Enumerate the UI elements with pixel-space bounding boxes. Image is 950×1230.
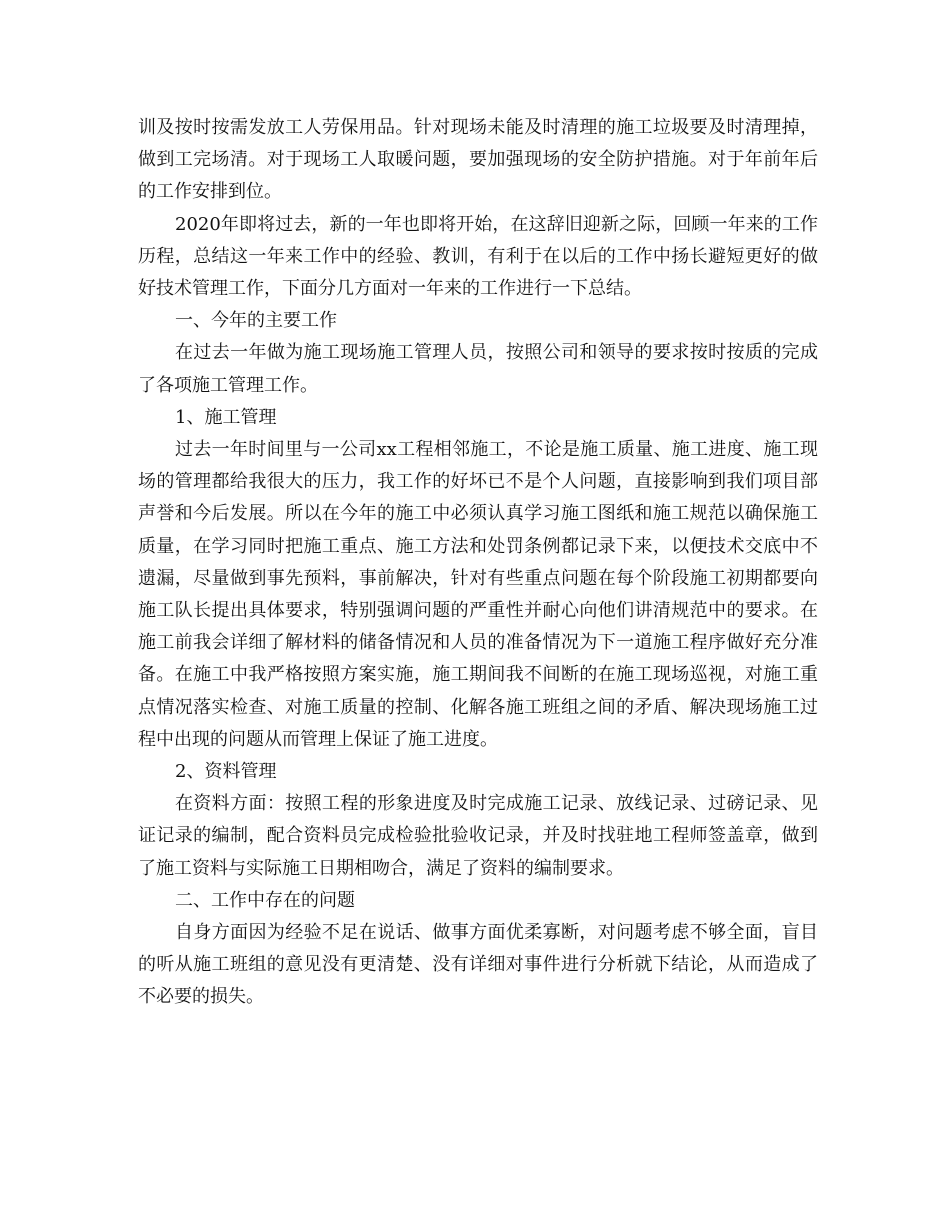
paragraph-main-work: 在过去一年做为施工现场施工管理人员，按照公司和领导的要求按时按质的完成了各项施工管理工作。 xyxy=(138,342,818,396)
paragraph-existing-problems: 自身方面因为经验不足在说话、做事方面优柔寡断，对问题考虑不够全面，盲目的听从施工班组的意见没有更清楚、没有详细对事件进行分析就下结论，从而造成了不必要的损失。 xyxy=(138,922,818,1008)
paragraph-intro: 2020年即将过去，新的一年也即将开始，在这辞旧迎新之际，回顾一年来的工作历程，总结这一年来工作中的经验、教训，有利于在以后的工作中扬长避短更好的做好技术管理工作，下面分几方面对一年来的工作进行一下总结。 xyxy=(138,213,818,300)
paragraph-document-management: 在资料方面：按照工程的形象进度及时完成施工记录、放线记录、过磅记录、见证记录的编制，配合资料员完成检验批验收记录，并及时找驻地工程师签盖章，做到了施工资料与实际施工日期相吻合，满足了资料的编制要求。 xyxy=(138,793,818,879)
paragraph-continued-safety: 训及按时按需发放工人劳保用品。针对现场未能及时清理的施工垃圾要及时清理掉，做到工完场清。对于现场工人取暖问题，要加强现场的安全防护措施。对于年前年后的工作安排到位。 xyxy=(138,117,818,203)
paragraph-construction-management: 过去一年时间里与一公司xx工程相邻施工，不论是施工质量、施工进度、施工现场的管理都给我很大的压力，我工作的好坏已不是个人问题，直接影响到我们项目部声誉和今后发展。所以在今年的施工中必须认真学习施工图纸和施工规范以确保施工质量，在学习同时把施工重点、施工方法和处罚条例都记录下来，以便技术交底中不遗漏，尽量做到事先预料，事前解决，针对有些重点问题在每个阶段施工初期都要向施工队长提出具体要求，特别强调问题的严重性并耐心向他们讲清规范中的要求。在施工前我会详细了解材料的储备情况和人员的准备情况为下一道施工程序做好充分准备。在施工中我严格按照方案实施，施工期间我不间断的在施工现场巡视，对施工重点情况落实检查、对施工质量的控制、化解各施工班组之间的矛盾、解决现场施工过程中出现的问题从而管理上保证了施工进度。 xyxy=(138,439,818,750)
document-body xyxy=(138,112,818,1014)
heading-document-management: 2、资料管理 xyxy=(175,761,277,783)
heading-existing-problems: 二、工作中存在的问题 xyxy=(175,889,355,911)
heading-main-work: 一、今年的主要工作 xyxy=(175,310,337,332)
heading-construction-management: 1、施工管理 xyxy=(175,406,277,428)
